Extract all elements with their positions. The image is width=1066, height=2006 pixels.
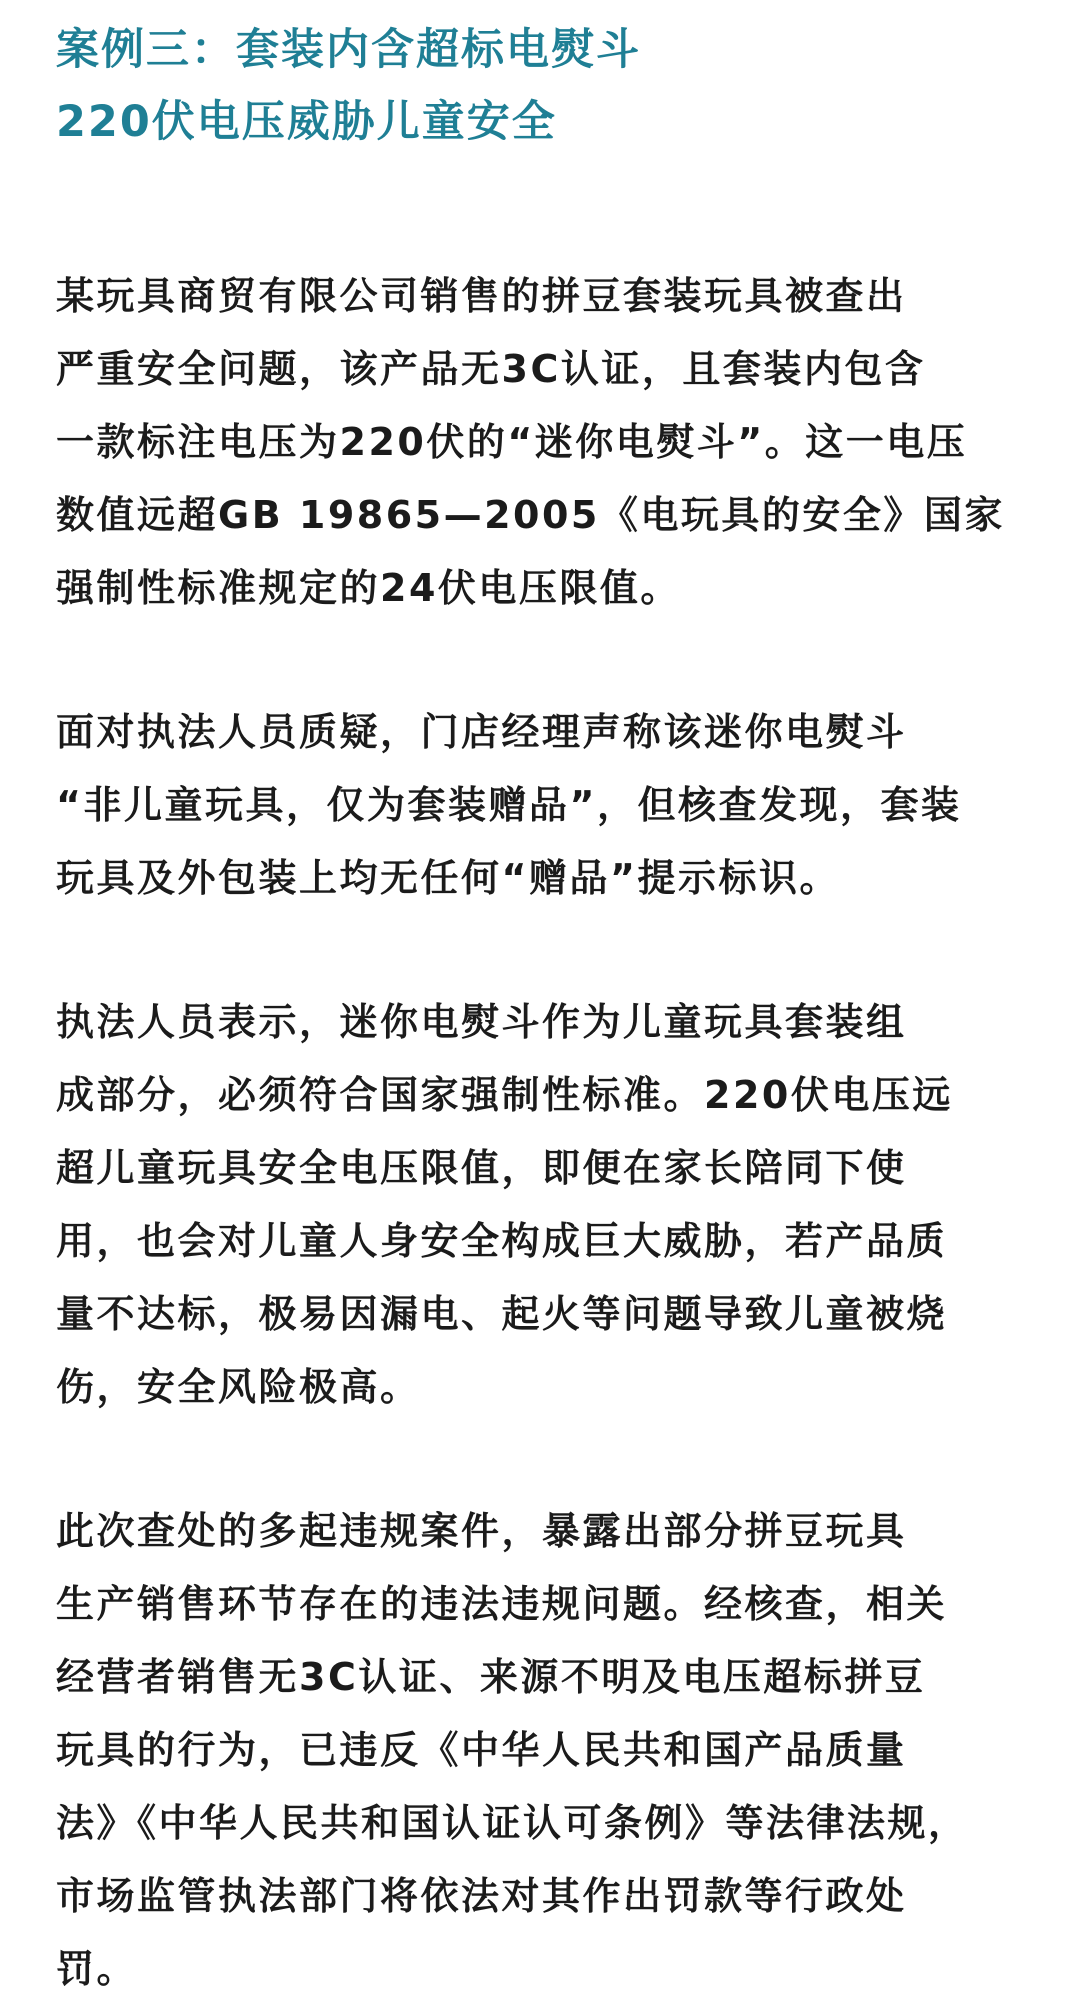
text-line: 成部分，必须符合国家强制性标准。220伏电压远 bbox=[56, 1073, 953, 1117]
text-line: 超儿童玩具安全电压限值，即便在家长陪同下使 bbox=[56, 1146, 907, 1190]
text-line: 玩具的行为，已违反《中华人民共和国产品质量 bbox=[56, 1728, 907, 1772]
text-line: 执法人员表示，迷你电熨斗作为儿童玩具套装组 bbox=[56, 1000, 907, 1044]
text-line: 生产销售环节存在的违法违规问题。经核查，相关 bbox=[56, 1582, 948, 1626]
case-title bbox=[56, 14, 1036, 158]
text-line: 此次查处的多起违规案件，暴露出部分拼豆玩具 bbox=[56, 1509, 907, 1553]
text-line: 某玩具商贸有限公司销售的拼豆套装玩具被查出 bbox=[56, 274, 907, 318]
article bbox=[56, 14, 1036, 2006]
text-line: 市场监管执法部门将依法对其作出罚款等行政处 bbox=[56, 1874, 907, 1918]
text-line: 经营者销售无3C认证、来源不明及电压超标拼豆 bbox=[56, 1655, 926, 1699]
text-line: 用，也会对儿童人身安全构成巨大威胁，若产品质 bbox=[56, 1219, 948, 1263]
text-line: 一款标注电压为220伏的“迷你电熨斗”。这一电压 bbox=[56, 420, 968, 464]
article-body bbox=[56, 260, 1036, 2006]
text-line: 面对执法人员质疑，门店经理声称该迷你电熨斗 bbox=[56, 710, 907, 754]
paragraph-conclusion bbox=[56, 1495, 1036, 2006]
text-line: 法》《中华人民共和国认证认可条例》等法律法规， bbox=[56, 1801, 969, 1845]
case-title-line: 220伏电压威胁儿童安全 bbox=[56, 97, 557, 147]
text-line: 量不达标，极易因漏电、起火等问题导致儿童被烧 bbox=[56, 1292, 948, 1336]
paragraph-manager-claim bbox=[56, 696, 1036, 915]
text-line: 伤，安全风险极高。 bbox=[56, 1365, 421, 1409]
paragraph-enforcement-statement bbox=[56, 986, 1036, 1424]
text-line: 严重安全问题，该产品无3C认证，且套装内包含 bbox=[56, 347, 926, 391]
case-title-line: 案例三：套装内含超标电熨斗 bbox=[56, 25, 641, 75]
paragraph-product-issue bbox=[56, 260, 1036, 625]
text-line: 罚。 bbox=[56, 1947, 138, 1991]
text-line: 数值远超GB 19865—2005《电玩具的安全》国家 bbox=[56, 493, 1005, 537]
text-line: 玩具及外包装上均无任何“赠品”提示标识。 bbox=[56, 856, 840, 900]
text-line: 强制性标准规定的24伏电压限值。 bbox=[56, 566, 681, 610]
text-line: “非儿童玩具，仅为套装赠品”，但核查发现，套装 bbox=[56, 783, 962, 827]
